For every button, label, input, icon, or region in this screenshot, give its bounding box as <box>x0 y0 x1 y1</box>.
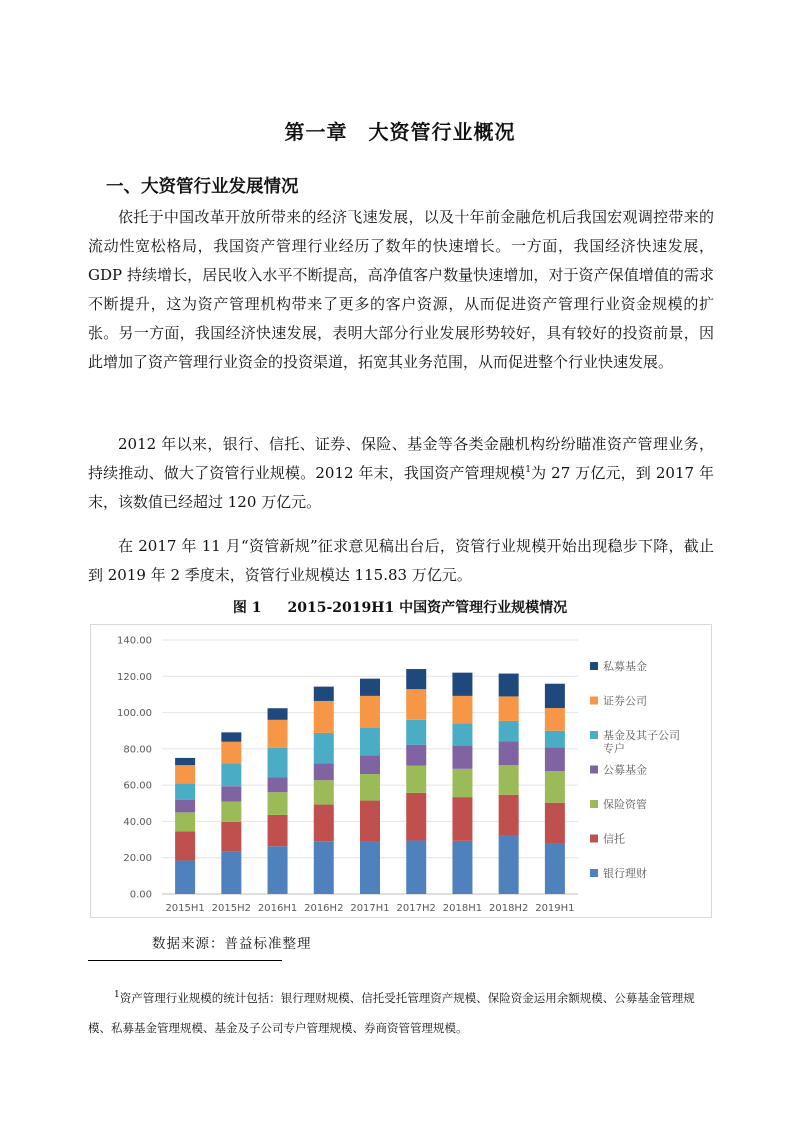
bar-segment <box>360 696 380 728</box>
y-tick-label: 80.00 <box>123 744 152 756</box>
stacked-bar-chart <box>90 624 712 918</box>
bar-segment <box>406 745 426 766</box>
bar-segment <box>221 851 241 894</box>
bar-segment <box>499 721 519 742</box>
paragraph-growth-drivers: 依托于中国改革开放所带来的经济飞速发展，以及十年前金融危机后我国宏观调控带来的流动性宽松格局，我国资产管理行业经历了数年的快速增长。一方面，我国经济快速发展，GDP 持续增长，居民收入水平不断提高，高净值客户数量快速增加，对于资产保值增值的需求不断提升，这为资产管理机构带来了更多的客户资源，从而促进资产管理行业资金规模的扩张。另一方面，我国经济快速发展，表明大部分行业发展形势较好，具有较好的投资前景，因此增加了资产管理行业资金的投资渠道，拓宽其业务范围，从而促进整个行业快速发展。 <box>88 208 714 371</box>
x-axis-ticks <box>165 903 574 914</box>
legend-swatch <box>590 731 598 739</box>
bar-segment <box>452 696 472 723</box>
bar-segment <box>314 733 334 764</box>
bar-segment <box>268 846 288 894</box>
paragraph-new-regulation: 在 2017 年 11 月“资管新规”征求意见稿出台后，资管行业规模开始出现稳步下降，截止到 2019 年 2 季度末，资管行业规模达 115.83 万亿元。 <box>88 537 714 584</box>
legend-swatch <box>590 835 598 843</box>
bar-segment <box>360 755 380 774</box>
bar-segment <box>314 701 334 733</box>
bar-segment <box>268 708 288 720</box>
y-tick-label: 100.00 <box>117 708 152 720</box>
chapter-title: 第一章 大资管行业概况 <box>284 120 516 144</box>
bar-segment <box>499 696 519 720</box>
footnote <box>88 983 714 1043</box>
legend-swatch <box>590 662 598 670</box>
bar-segment <box>314 764 334 781</box>
bar-segment <box>175 758 195 765</box>
footnote-number: 1 <box>114 990 120 1001</box>
bar-segment <box>221 786 241 801</box>
bar-segment <box>268 778 288 793</box>
bar-segment <box>452 723 472 745</box>
bar-segment <box>406 793 426 841</box>
legend-label: 保险资管 <box>603 798 647 811</box>
y-tick-label: 120.00 <box>117 671 152 683</box>
bar-segment <box>268 720 288 748</box>
legend-label: 专户 <box>603 742 625 755</box>
bar-segment <box>268 748 288 778</box>
bar-segment <box>314 687 334 701</box>
bar-segment <box>175 765 195 783</box>
figure-title <box>0 597 800 617</box>
bar-segment <box>452 769 472 797</box>
y-tick-label: 140.00 <box>117 635 152 647</box>
bar-segment <box>175 800 195 813</box>
bar-segment <box>221 822 241 852</box>
paragraph-scale-growth <box>88 430 714 517</box>
bar-segment <box>314 780 334 804</box>
bar-segment <box>545 684 565 708</box>
bar-segment <box>221 732 241 741</box>
bar-segment <box>360 842 380 894</box>
bar-segment <box>221 742 241 764</box>
figure-label: 图 1 <box>232 600 262 616</box>
x-tick-label: 2015H2 <box>211 903 252 914</box>
bar-segment <box>360 774 380 800</box>
bar-segment <box>545 731 565 748</box>
bar-segment <box>545 771 565 803</box>
bar-segment <box>499 795 519 836</box>
bar-segment <box>499 836 519 894</box>
bar-segment <box>499 765 519 795</box>
footnote-divider <box>88 960 282 961</box>
x-tick-label: 2016H1 <box>257 903 298 914</box>
bar-segment <box>406 689 426 720</box>
y-tick-label: 20.00 <box>123 853 152 865</box>
legend-swatch <box>590 766 598 774</box>
bar-segment <box>406 766 426 793</box>
legend-label: 公募基金 <box>603 763 647 777</box>
bar-segment <box>452 841 472 894</box>
bar-segment <box>360 679 380 696</box>
x-tick-label: 2016H2 <box>304 903 344 914</box>
bar-segment <box>175 831 195 860</box>
bar-segment <box>268 792 288 815</box>
bar-segment <box>314 841 334 894</box>
x-tick-label: 2015H1 <box>165 903 205 914</box>
x-tick-label: 2018H1 <box>442 903 483 914</box>
bar-segment <box>545 708 565 731</box>
paragraph-scale-growth-part2: 为 27 万亿元，到 2017 年末，该数值已经超过 120 万亿元。 <box>88 464 714 511</box>
y-tick-label: 0.00 <box>129 889 152 901</box>
legend-swatch <box>590 800 598 808</box>
paragraph-scale-growth-part1: 2012 年以来，银行、信托、证券、保险、基金等各类金融机构纷纷瞄准资产管理业务，持续推动、做大了资管行业规模。2012 年末，我国资产管理规模 <box>88 435 714 482</box>
bar-segment <box>360 801 380 842</box>
section-title: 一、大资管行业发展情况 <box>106 177 299 197</box>
bar-segment <box>452 797 472 841</box>
legend-swatch <box>590 869 598 877</box>
bar-segment <box>499 741 519 765</box>
bar-segment <box>452 746 472 769</box>
bar-segment <box>175 860 195 894</box>
bar-segment <box>545 747 565 771</box>
bar-segment <box>545 844 565 894</box>
data-source: 数据来源：普益标准整理 <box>152 936 312 952</box>
legend-label: 私募基金 <box>603 660 647 673</box>
bar-segment <box>221 801 241 821</box>
y-tick-label: 60.00 <box>123 780 152 792</box>
legend-label: 证券公司 <box>603 694 647 708</box>
figure-caption: 2015-2019H1 中国资产管理行业规模情况 <box>287 600 568 616</box>
bar-segment <box>452 673 472 696</box>
x-tick-label: 2019H1 <box>535 903 575 914</box>
footnote-ref[interactable]: 1 <box>525 465 531 475</box>
legend-swatch <box>590 697 598 705</box>
bar-segment <box>406 720 426 745</box>
bar-segment <box>406 840 426 894</box>
x-tick-label: 2018H2 <box>488 903 529 914</box>
bar-segment <box>545 803 565 844</box>
bar-segment <box>314 805 334 842</box>
bar-segment <box>268 815 288 846</box>
bar-segment <box>406 669 426 689</box>
bar-segment <box>175 812 195 831</box>
bar-segment <box>221 763 241 786</box>
bar-segment <box>175 783 195 799</box>
x-tick-label: 2017H2 <box>396 903 436 914</box>
x-tick-label: 2017H1 <box>350 903 390 914</box>
y-tick-label: 40.00 <box>123 816 152 828</box>
bar-segment <box>360 728 380 756</box>
bar-segment <box>499 674 519 697</box>
legend-label: 银行理财 <box>603 867 647 880</box>
footnote-text: 资产管理行业规模的统计包括：银行理财规模、信托受托管理资产规模、保险资金运用余额规模、公募基金管理规模、私募基金管理规模、基金及子公司专户管理规模、券商资管管理规模。 <box>88 991 695 1035</box>
legend-label: 信托 <box>603 832 625 846</box>
legend-label: 基金及其子公司 <box>603 729 680 742</box>
